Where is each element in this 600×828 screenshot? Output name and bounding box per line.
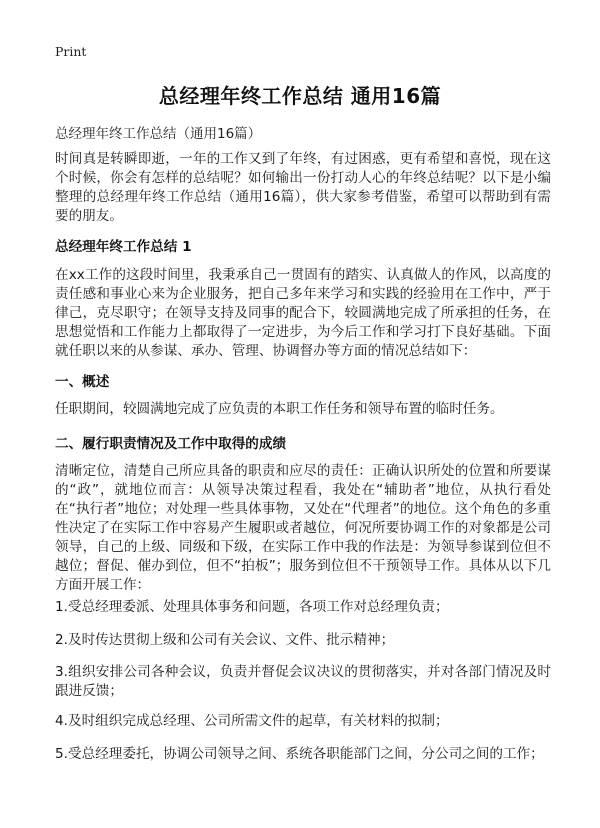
- document-title: 总经理年终工作总结 通用16篇: [158, 84, 442, 108]
- section-heading-overview: 一、概述: [55, 374, 110, 390]
- list-item: 3.组织安排公司各种会议，负责并督促会议决议的贯彻落实，并对各部门情况及时跟进反馈；: [55, 664, 551, 699]
- list-item: 4.及时组织完成总经理、公司所需文件的起草，有关材料的拟制；: [55, 713, 449, 729]
- duties-paragraph: 清晰定位，清楚自己所应具备的职责和应尽的责任：正确认识所处的位置和所要谋的“政”，就地位而言：从领导决策过程看，我处在“辅助者”地位，从执行看处在“执行者”地位；对处理一些具体事物，又处在“代理者”的地位。这个角色的多重性决定了在实际工作中容易产生履职或者越位，何况所要协调工作的对象都是公司领导，自己的上级、同级和下级，在实际工作中我的作法是：为领导参谋到位但不越位；督促、催办到位，但不“拍板”；服务到位但不干预领导工作。具体从以下几方面开展工作：: [55, 463, 551, 593]
- section-heading-summary-1: 总经理年终工作总结 1: [55, 239, 192, 255]
- summary-1-paragraph: 在xx工作的这段时间里，我秉承自己一贯固有的踏实、认真做人的作风，以高度的责任感和事业心来为企业服务，把自己多年来学习和实践的经验用在工作中，严于律己，克尽职守；在领导支持及同事的配合下，较圆满地完成了所承担的任务，在思想觉悟和工作能力上都取得了一定进步，为今后工作和学习打下良好基础。下面就任职以来的从参谋、承办、管理、协调督办等方面的情况总结如下：: [55, 267, 551, 359]
- list-item: 5.受总经理委托，协调公司领导之间、系统各职能部门之间，分公司之间的工作；: [55, 746, 544, 762]
- list-item: 1.受总经理委派、处理具体事务和问题，各项工作对总经理负责；: [55, 599, 449, 615]
- overview-paragraph: 任职期间，较圆满地完成了应负责的本职工作任务和领导布置的临时任务。: [55, 401, 504, 417]
- print-link[interactable]: Print: [55, 44, 87, 59]
- list-item: 2.及时传达贯彻上级和公司有关会议、文件、批示精神；: [55, 632, 395, 648]
- intro-paragraph: 时间真是转瞬即逝，一年的工作又到了年终，有过困惑，更有希望和喜悦，现在这个时候，你会有怎样的总结呢？如何输出一份打动人心的年终总结呢？以下是小编整理的总经理年终工作总结（通用16篇），供大家参考借鉴，希望可以帮助到有需要的朋友。: [55, 151, 551, 224]
- section-heading-duties: 二、履行职责情况及工作中取得的成绩: [55, 436, 287, 452]
- document-subtitle: 总经理年终工作总结（通用16篇）: [55, 126, 262, 142]
